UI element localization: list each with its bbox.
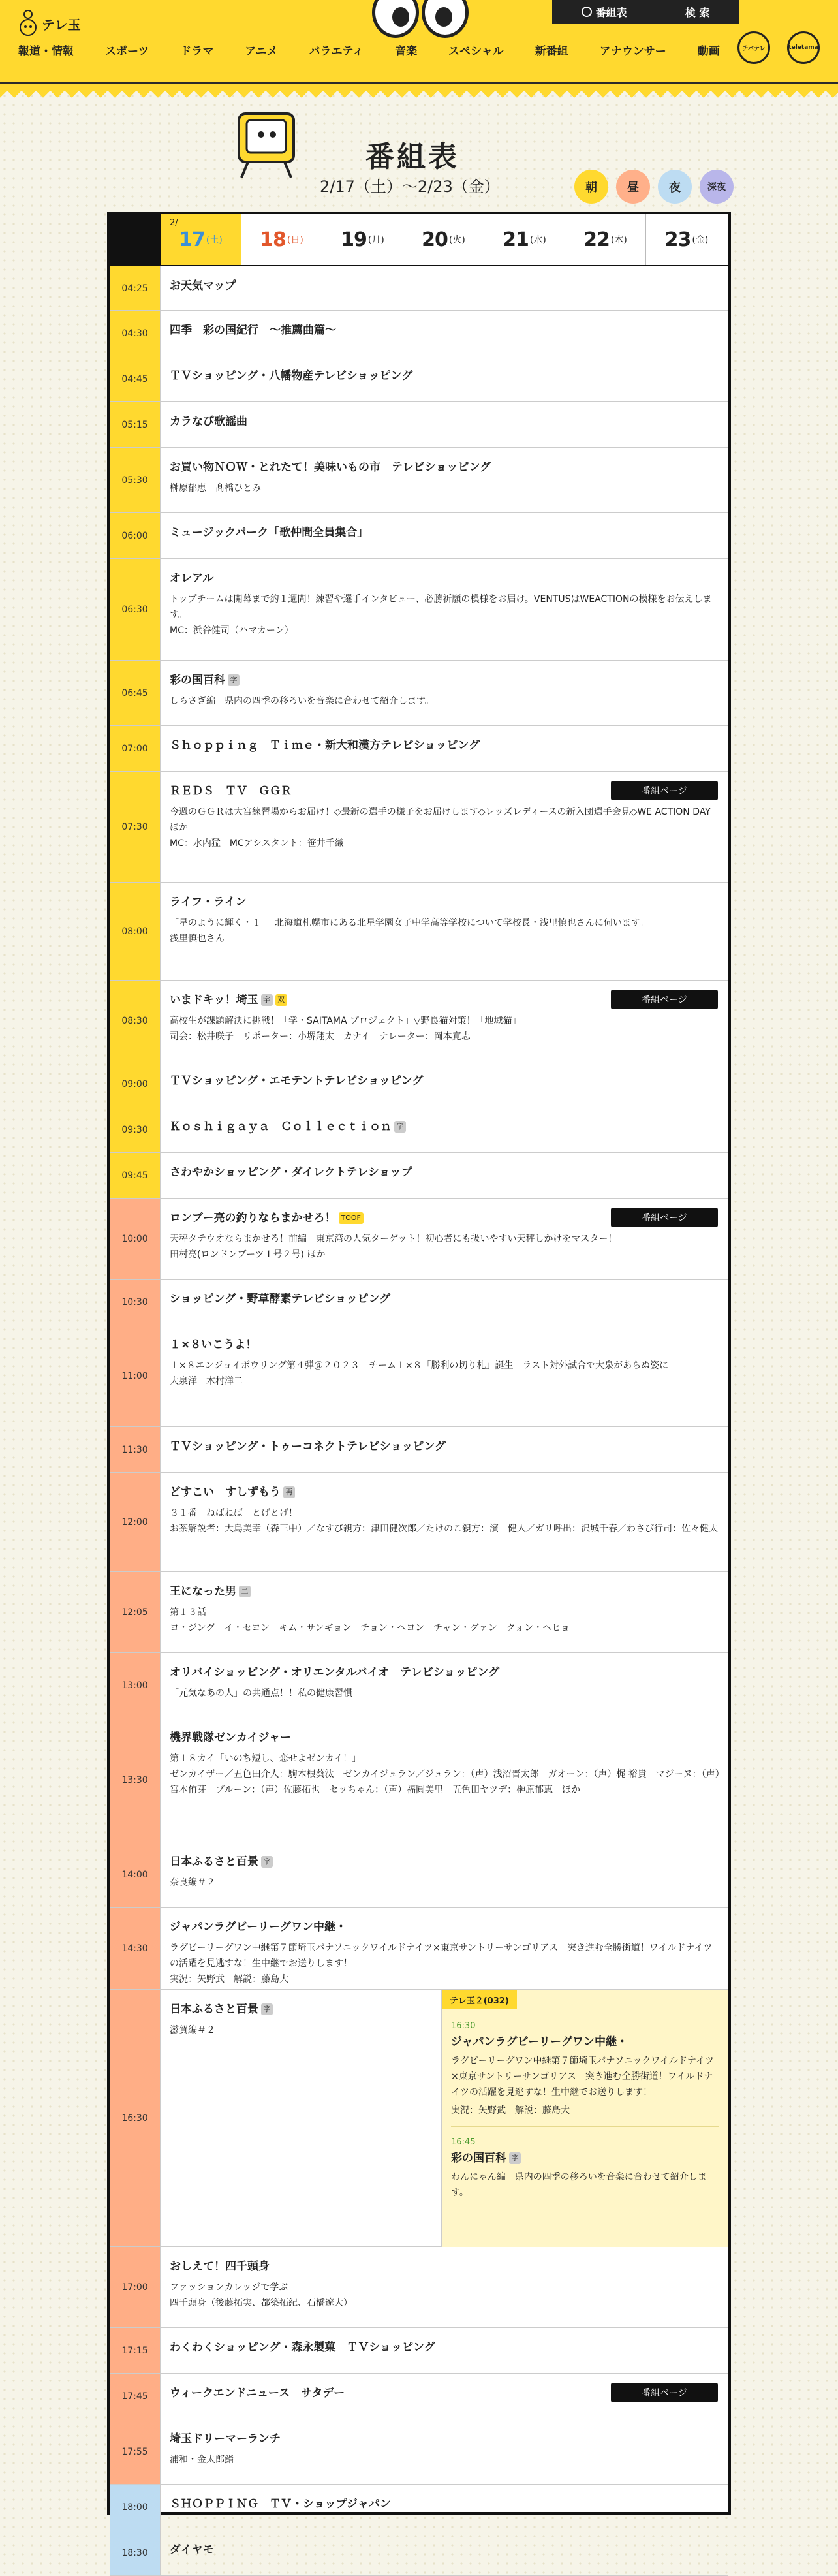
program-row [110,2374,728,2419]
program-page-button[interactable]: 番組ページ [611,2383,718,2402]
program-description: ゼンカイザー／五色田介人：駒木根葵汰 ゼンカイジュラン／ジュラン：（声）浅沼晋太郎 ガオーン：（声）梶 裕貴 マジーヌ：（声）宮本侑芽 ブルーン：（声）佐藤拓也 セッちゃん：（声）福圓美里 五色田ヤツデ：榊原郁恵 ほか [170,1769,720,1795]
tv-mascot-icon [235,110,298,181]
program-time: 05:15 [110,402,161,447]
program-cell[interactable] [161,402,728,447]
program-description: 田村亮(ロンドンブーツ１号２号) ほか [170,1249,326,1260]
program-cell[interactable] [161,2485,728,2530]
program-title: ウィークエンドニュース サタデー [170,2387,345,2400]
day-tab[interactable] [565,214,646,265]
program-cell[interactable] [161,1199,728,1279]
program-time: 12:00 [110,1473,161,1571]
day-weekday: (金) [692,235,709,245]
program-description: 奈良編＃２ [170,1877,215,1888]
day-tab[interactable] [646,214,727,265]
program-time: 08:30 [110,981,161,1061]
program-cell[interactable] [161,2530,728,2575]
sub-program-title: 彩の国百科 字 [451,2150,719,2167]
schedule-table [107,212,731,2558]
program-row [110,1572,728,1653]
program-description: ヨ・ジング イ・セヨン キム・サンギョン チョン・ヘヨン チャン・グァン クォン・ヘヒョ [170,1623,570,1633]
day-number: 23 [664,228,691,251]
program-row [110,981,728,1061]
program-description: 大泉洋 木村洋二 [170,1376,243,1387]
page-title: 番組表 [365,140,459,174]
program-title: 彩の国百科 字 [170,672,721,688]
program-title: カラなび歌謡曲 [170,415,247,428]
program-guide-link[interactable]: 番組表 [582,5,627,20]
program-title: おしえて！四千頭身 [170,2260,270,2273]
day-number: 20 [422,228,448,251]
program-cell[interactable] [161,772,728,882]
program-description: 浅里慎也さん [170,934,225,944]
program-description: 滋賀編＃２ [170,2025,215,2035]
program-title: １×８いこうよ！ [170,1338,257,1351]
header-corner [110,214,161,265]
program-page-button[interactable]: 番組ページ [611,781,718,800]
program-title: 王になった男 二 [170,1584,721,1599]
program-time: 08:00 [110,883,161,980]
program-row [110,1908,728,1990]
program-time: 04:30 [110,311,161,356]
program-row [110,1990,728,2247]
program-cell[interactable] [161,448,728,512]
program-description: ファッションカレッジで学ぶ [170,2282,288,2293]
program-row [110,883,728,981]
program-page-button[interactable]: 番組ページ [611,1208,718,1227]
day-number: 21 [503,228,529,251]
program-row [110,1473,728,1572]
program-title: Ｋｏｓｈｉｇａｙａ Ｃｏｌｌｅｃｔｉｏｎ 字 [170,1119,721,1135]
program-row [110,311,728,356]
teletama-icon[interactable]: teletama [787,31,820,64]
program-title: 埼玉ドリーマーランチ [170,2432,281,2445]
program-row [110,1061,728,1107]
program-time: 17:45 [110,2374,161,2419]
program-cell[interactable] [161,981,728,1061]
day-number: 19 [341,228,367,251]
program-description: 高校生が課題解決に挑戦！「学・SAITAMA プロジェクト」▽野良猫対策！「地域猫」 [170,1016,521,1026]
chiba-tv-icon[interactable]: チバテレ [737,31,770,64]
day-header [110,214,728,266]
program-description: トップチームは開幕まで約１週間！練習や選手インタビュー、必勝祈願の模様をお届け。VENTUSはWEACTIONの模様をお伝えします。 [170,594,712,620]
program-time: 14:30 [110,1908,161,1989]
program-time: 11:30 [110,1427,161,1472]
program-title: ミュージックパーク「歌仲間全員集合」 [170,526,369,539]
nav-item[interactable]: 動画 [697,45,720,58]
logo-text: テレ玉 [42,16,81,33]
program-title: ＳＨＯＰＰＩＮＧ ＴＶ・ショップジャパン [170,2498,391,2511]
sub-program-description: 実況：矢野武 解説：藤島大 [451,2105,570,2116]
program-title: お買い物ＮＯＷ・とれたて！美味いもの市 テレビショッピング [170,461,491,474]
program-time: 11:00 [110,1325,161,1426]
program-row [110,402,728,448]
program-page-button[interactable]: 番組ページ [611,990,718,1009]
program-title: ＲＥＤＳ ＴＶ ＧＧＲ [170,785,292,798]
day-weekday: (月) [367,235,384,245]
date-range: 2/17（土）〜2/23（金） [320,178,500,196]
program-badge: TOOF [339,1212,364,1224]
program-title: 日本ふるさと百景 字 [170,1854,721,1870]
day-tab[interactable] [484,214,565,265]
program-time: 16:30 [110,1990,161,2246]
program-row [110,1153,728,1199]
program-cell[interactable] [161,2419,728,2484]
program-description: 天秤タテウオならまかせろ！前編 東京湾の人気ターゲット！初心者にも扱いやすい天秤しかけをマスター！ [170,1234,617,1244]
program-description: しらさぎ編 県内の四季の移ろいを音楽に合わせて紹介します。 [170,696,434,706]
program-time: 04:45 [110,356,161,401]
program-badge: 字 [261,2003,273,2015]
program-time: 13:00 [110,1653,161,1718]
program-title: お天気マップ [170,279,236,292]
program-cell[interactable] [161,883,728,980]
day-weekday: (木) [610,235,627,245]
program-cell[interactable] [161,2374,728,2419]
program-description: MC：浜谷健司（ハマカーン） [170,625,294,636]
program-time: 07:00 [110,726,161,771]
program-description: お茶解説者：大島美幸（森三中）／なすび親方：津田健次郎／たけのこ親方：濱 健人／ガリ呼出：沢城千春／わさび行司：佐々健太 [170,1524,718,1534]
day-weekday: (日) [287,235,303,245]
day-number: 22 [583,228,610,251]
day-number: 17 [179,228,205,251]
program-row [110,2530,728,2576]
program-cell[interactable] [161,726,728,771]
day-weekday: (水) [529,235,546,245]
program-title: ジャパンラグビーリーグワン中継・ [170,1921,347,1934]
program-row [110,2328,728,2374]
day-tab[interactable] [241,214,322,265]
top-utility-bar [552,0,739,24]
program-time: 13:30 [110,1718,161,1842]
program-row [110,1325,728,1427]
program-badge: 字 [394,1121,406,1133]
site-logo[interactable] [18,9,81,38]
program-time: 18:30 [110,2530,161,2575]
day-number: 18 [260,228,286,251]
day-tab[interactable] [322,214,403,265]
program-cell[interactable] [161,1427,728,1472]
program-title: Ｓｈｏｐｐｉｎｇ Ｔｉｍｅ・新大和漢方テレビショッピング [170,739,480,752]
program-row [110,1718,728,1842]
program-time: 10:30 [110,1280,161,1325]
program-cell[interactable] [161,1153,728,1198]
program-title: ショッピング・野草酵素テレビショッピング [170,1293,391,1306]
program-row [110,266,728,311]
program-description: 実況：矢野武 解説：藤島大 [170,1974,288,1985]
time-of-day-button[interactable]: 深夜 [700,170,734,204]
program-time: 14:00 [110,1842,161,1907]
program-title: ロンブー亮の釣りならまかせろ！ TOOF [170,1210,721,1226]
program-description: 今週のＧＧＲは大宮練習場からお届け！◇最新の選手の様子をお届けします◇レッズレディースの新入団選手会見◇WE ACTION DAY ほか [170,807,711,833]
program-description: ３１番 ねばねば とげとげ！ [170,1508,298,1518]
program-row [110,1653,728,1718]
program-time: 09:45 [110,1153,161,1198]
program-time: 17:15 [110,2328,161,2373]
sub-program-title: ジャパンラグビーリーグワン中継・ [451,2035,628,2049]
program-time: 06:30 [110,559,161,660]
program-time: 06:00 [110,513,161,558]
program-time: 06:45 [110,661,161,725]
program-title: ＴＶショッピング・八幡物産テレビショッピング [170,369,413,383]
program-title: 日本ふるさと百景 字 [170,2002,433,2017]
sub-program-time: 16:30 [451,2021,476,2031]
program-description: 司会：松井咲子 リポーター：小堺翔太 カナイ ナレーター：岡本寛志 [170,1031,471,1042]
program-cell[interactable] [161,1908,728,1989]
program-description: ラグビーリーグワン中継第７節埼玉パナソニックワイルドナイツ×東京サントリーサンゴリアス 突き進む全勝街道！ワイルドナイツの活躍を見逃すな！生中継でお送りします！ [170,1943,713,1969]
program-cell[interactable] [161,559,728,660]
program-description: 「元気なあの人」の共通点！！私の健康習慣 [170,1688,352,1699]
program-cell[interactable] [161,1280,728,1325]
program-description: 浦和・金太郎鮨 [170,2455,234,2465]
time-of-day-button[interactable]: 夜 [658,170,692,204]
page-title-area [235,110,731,201]
nav-item[interactable]: アナウンサー [599,45,666,58]
nav-item[interactable]: バラエティ [309,45,364,58]
program-title: オリバイショッピング・オリエンタルバイオ テレビショッピング [170,1666,500,1679]
program-row [110,772,728,883]
program-description: 「星のように輝く・１」 北海道札幌市にある北星学園女子中学高等学校について学校長・浅里慎也さんに伺います。 [170,918,649,928]
program-cell[interactable] [161,2247,728,2327]
program-cell[interactable] [161,1061,728,1107]
nav-item[interactable]: 報道・情報 [18,45,74,58]
program-title: わくわくショッピング・森永製菓 ＴＶショッピング [170,2341,435,2354]
program-description: MC：水内猛 MCアシスタント：笹井千織 [170,838,344,849]
program-badge: 字 [261,1856,273,1868]
program-cell[interactable] [161,356,728,401]
nav-item[interactable]: スポーツ [105,45,149,58]
sub-channel-label: テレ玉２(032) [442,1990,517,2009]
program-cell[interactable] [161,1718,728,1842]
program-title: ＴＶショッピング・エモテントテレビショッピング [170,1075,424,1088]
program-row [110,1107,728,1153]
program-description: 榊原郁恵 髙橋ひとみ [170,483,261,494]
program-cell[interactable] [161,513,728,558]
program-cell[interactable] [161,1325,728,1426]
program-row [110,661,728,726]
global-nav [18,42,720,58]
program-title: ＴＶショッピング・トゥーコネクトテレビショッピング [170,1440,446,1453]
nav-item[interactable]: スペシャル [448,45,504,58]
program-row [110,1280,728,1325]
sub-program-description: わんにゃん編 県内の四季の移ろいを音楽に合わせて紹介します。 [451,2172,707,2198]
nav-item[interactable]: 新番組 [535,45,568,58]
nav-item[interactable]: 音楽 [395,45,418,58]
program-badge: 二 [239,1586,251,1597]
program-time: 09:30 [110,1107,161,1152]
program-time: 17:55 [110,2419,161,2484]
program-row [110,726,728,772]
program-row [110,559,728,661]
header-zigzag [0,84,838,98]
day-weekday: (土) [206,235,223,245]
day-tab[interactable] [403,214,484,265]
program-cell[interactable] [161,1653,728,1718]
site-header [0,0,838,84]
program-description: 第１８カイ「いのち短し、恋せよゼンカイ！」 [170,1753,362,1764]
program-title: 機界戦隊ゼンカイジャー [170,1731,292,1744]
program-title: いまドキッ！埼玉 字 双 [170,992,721,1008]
sub-program-description: ラグビーリーグワン中継第７節埼玉パナソニックワイルドナイツ×東京サントリーサンゴリアス 突き進む全勝街道！ワイルドナイツの活躍を見逃すな！生中継でお送りします！ [451,2056,715,2097]
program-row [110,2485,728,2530]
program-time: 12:05 [110,1572,161,1652]
sub-program[interactable] [451,2021,719,2118]
program-badge: 字 [509,2152,521,2164]
search-link[interactable]: 検 索 [685,6,710,19]
program-row [110,2419,728,2485]
program-description: 四千頭身（後藤拓実、都築拓紀、石橋遼大） [170,2298,352,2308]
nav-item[interactable]: ドラマ [180,45,214,58]
program-time: 17:00 [110,2247,161,2327]
program-time: 10:00 [110,1199,161,1279]
program-cell[interactable] [161,2328,728,2373]
program-cell[interactable] [161,661,728,725]
program-title: ダイヤモ [170,2543,214,2556]
sub-program[interactable] [451,2126,719,2201]
program-time: 07:30 [110,772,161,882]
program-description: 第１３話 [170,1607,206,1618]
program-row [110,1842,728,1908]
time-of-day-button[interactable]: 昼 [616,170,650,204]
time-of-day-button[interactable]: 朝 [574,170,608,204]
program-row [110,2247,728,2328]
program-badge: 双 [275,994,287,1006]
program-badge: 字 [228,674,240,686]
program-row [110,1199,728,1280]
program-description: １×８エンジョイボウリング第４弾＠２０２３ チーム１×８「勝利の切り札」誕生 ラスト対外試合で大泉があらぬ姿に [170,1360,669,1371]
program-time: 04:25 [110,266,161,310]
nav-item[interactable]: アニメ [245,45,278,58]
sub-program-time: 16:45 [451,2137,476,2147]
program-time: 05:30 [110,448,161,512]
program-cell[interactable] [161,266,728,310]
program-time: 18:00 [110,2485,161,2530]
program-badge: 字 [261,994,273,1006]
clock-icon [582,7,592,17]
program-cell[interactable] [161,1572,728,1652]
program-title: オレアル [170,572,214,585]
sub-channel-panel [441,1990,728,2247]
program-title: ライフ・ライン [170,896,247,909]
mascot-eyes [372,0,470,39]
program-title: さわやかショッピング・ダイレクトテレショップ [170,1166,412,1179]
time-of-day-filters [574,170,734,204]
logo-icon [18,9,38,38]
program-cell[interactable] [161,1473,728,1571]
day-weekday: (火) [448,235,465,245]
day-month: 2/ [170,218,178,228]
program-row [110,1427,728,1473]
program-title: どすこい すしずもう 再 [170,1484,721,1500]
program-badge: 再 [283,1486,295,1498]
program-row [110,356,728,402]
program-row [110,448,728,513]
program-row [110,513,728,559]
program-cell[interactable] [161,1842,728,1907]
program-cell[interactable] [161,1107,728,1152]
program-title: 四季 彩の国紀行 〜推薦曲篇〜 [170,324,336,337]
program-time: 09:00 [110,1061,161,1107]
day-tab[interactable] [161,214,241,265]
program-cell[interactable] [161,311,728,356]
program-cell[interactable] [161,1990,441,2246]
